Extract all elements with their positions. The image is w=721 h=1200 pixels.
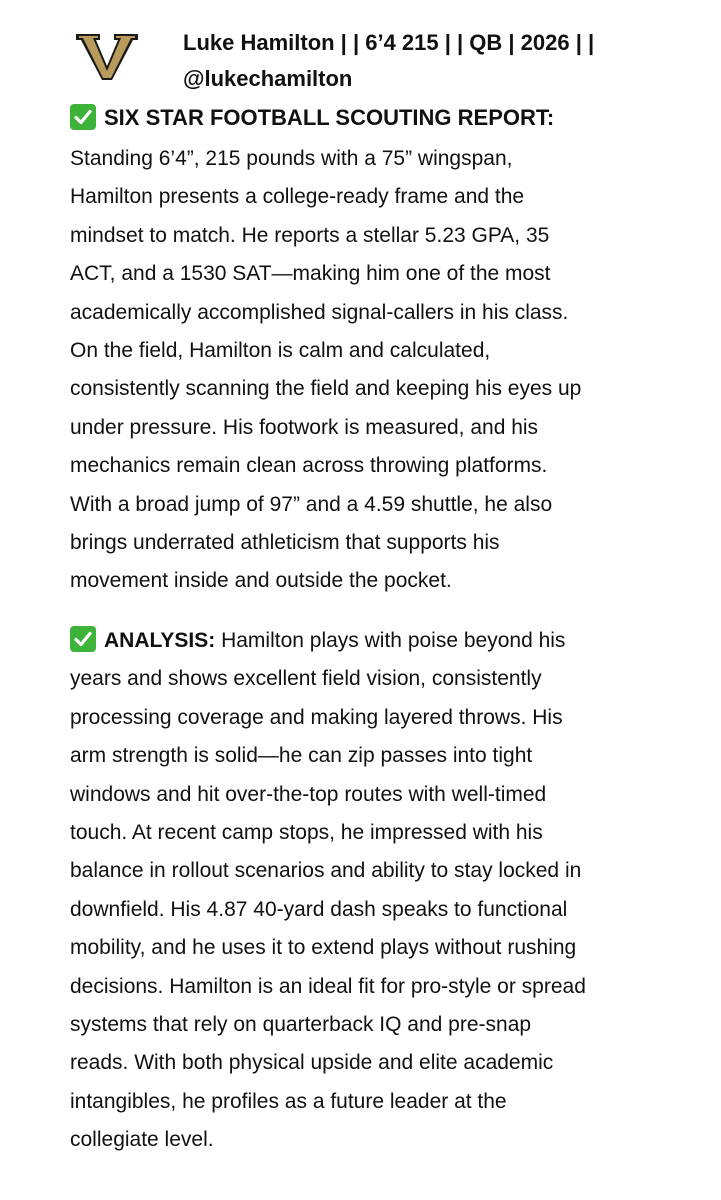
player-header-line: Luke Hamilton | | 6’4 215 | | QB | 2026 | | [183,30,595,55]
analysis-heading: ANALYSIS: [104,629,216,652]
report-heading-row [70,103,554,133]
analysis-block [70,622,710,1160]
player-handle[interactable]: @lukechamilton [183,66,353,91]
check-mark-icon [70,104,96,130]
report-heading: SIX STAR FOOTBALL SCOUTING REPORT: [104,105,555,130]
check-mark-icon [70,626,96,652]
report-body: Standing 6’4”, 215 pounds with a 75” wingspan, Hamilton presents a college-ready frame and the mindset to match. He reports a stellar 5.23 GPA, 35 ACT, and a 1530 SAT—making him one of the most academically accomplished signal-callers in his class. On the field, Hamilton is calm and calculated, consistently scanning the field and keeping his eyes up under pressure. His footwork is measured, and his mechanics remain clean across throwing platforms. With a broad jump of 97” and a 4.59 shuttle, he also brings underrated athleticism that supports his movement inside and outside the pocket. [70,147,582,593]
vanderbilt-v-logo-icon [76,33,138,81]
analysis-body: Hamilton plays with poise beyond his years and shows excellent field vision, consistently processing coverage and making layered throws. His arm strength is solid—he can zip passes into tight windows and hit over-the-top routes with well-timed touch. At recent camp stops, he impressed with his balance in rollout scenarios and ability to stay locked in downfield. His 4.87 40-yard dash speaks to functional mobility, and he uses it to extend plays without rushing decisions. Hamilton is an ideal fit for pro-style or spread systems that rely on quarterback IQ and pre-snap reads. With both physical upside and elite academic intangibles, he profiles as a future leader at the collegiate level. [70,629,586,1152]
